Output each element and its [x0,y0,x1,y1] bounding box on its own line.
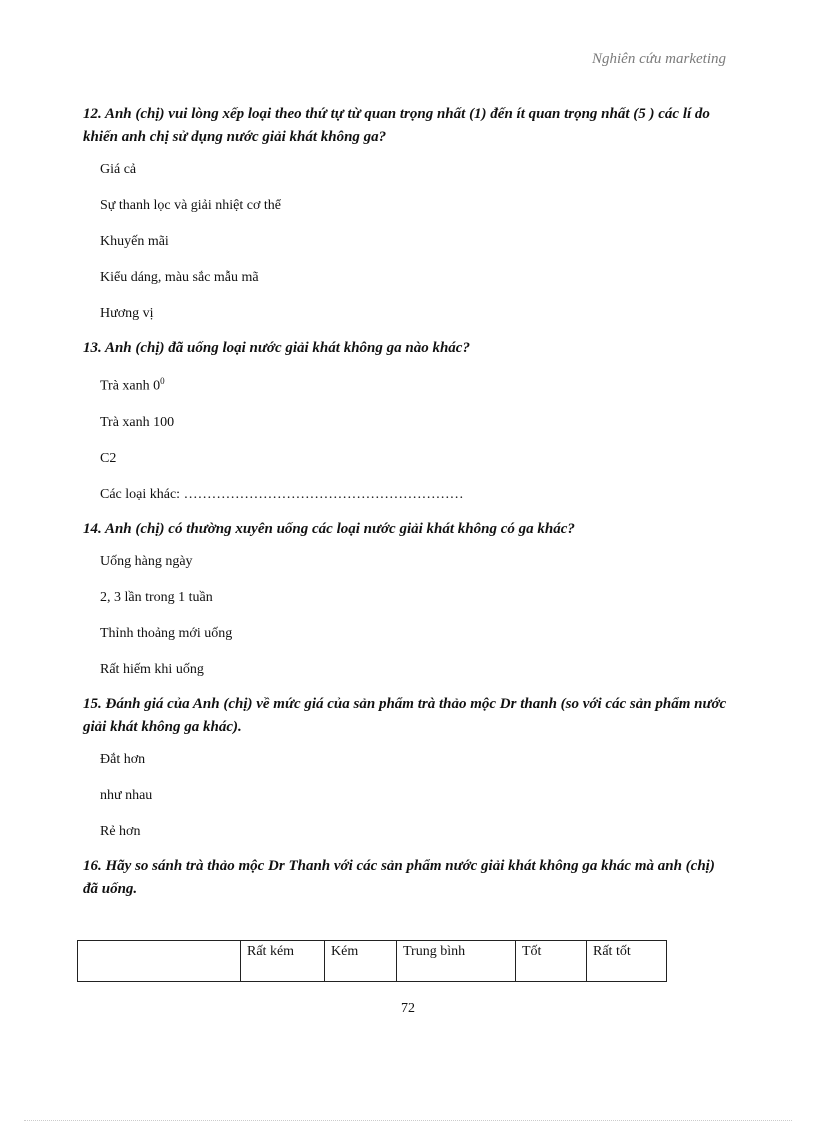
option-list [83,161,728,323]
question-12 [83,103,728,323]
option-item: Giá cả [100,162,137,177]
table-header-cell: Kém [325,941,397,982]
option-item: 2, 3 lần trong 1 tuần [100,589,213,605]
question-title: 14. Anh (chị) có thường xuyên uống các loại nước giải khát không có ga khác? [83,520,575,537]
question-14 [83,518,728,679]
page-bottom-divider [24,1120,792,1121]
option-item: Hương vị [100,306,154,321]
option-list [83,372,728,504]
table-row [78,941,667,982]
option-item: Rẻ hơn [100,823,141,839]
question-13 [83,337,728,504]
table-header-cell: Rất kém [241,941,325,982]
table-header-cell: Tốt [516,941,587,982]
comparison-table [77,940,667,982]
question-title: 16. Hãy so sánh trà thảo mộc Dr Thanh với các sản phẩm nước giải khát không ga khác mà anh (chị) đã uống. [83,857,715,897]
option-item: Uống hàng ngày [100,553,193,569]
option-item: Trà xanh 100 [100,414,175,430]
table-header-cell [78,941,241,982]
option-item: Kiểu dáng, màu sắc mẫu mã [100,270,259,285]
question-16 [83,855,728,901]
option-item: Đắt hơn [100,751,146,767]
question-15 [83,693,728,841]
degree-superscript: 0 [160,376,165,386]
table-header-cell: Trung bình [397,941,516,982]
page-header: Nghiên cứu marketing [592,51,726,67]
option-item: như nhau [100,787,153,803]
question-title: 12. Anh (chị) vui lòng xếp loại theo thứ tự từ quan trọng nhất (1) đến ít quan trọng nhất (5 ) các lí do khiến anh chị sử dụng nước giải khát không ga? [83,106,710,145]
option-item: C2 [100,450,117,466]
questionnaire [83,103,728,915]
page-number: 72 [401,1001,415,1016]
question-title: 13. Anh (chị) đã uống loại nước giải khát không ga nào khác? [83,340,470,356]
option-item [100,372,728,396]
question-title: 15. Đánh giá của Anh (chị) về mức giá của sản phẩm trà thảo mộc Dr thanh (so với các sản phẩm nước giải khát không ga khác). [83,695,727,735]
option-item: Khuyến mãi [100,234,169,249]
option-item: Các loại khác: …………………………………………………… [100,486,464,502]
option-item: Sự thanh lọc và giải nhiệt cơ thể [100,198,282,213]
option-list [83,751,728,841]
option-list [83,553,728,679]
option-item: Thỉnh thoảng mới uống [100,625,233,641]
option-text: Trà xanh 0 [100,378,161,394]
option-item: Rất hiếm khi uống [100,661,204,677]
table-header-cell: Rất tốt [587,941,667,982]
